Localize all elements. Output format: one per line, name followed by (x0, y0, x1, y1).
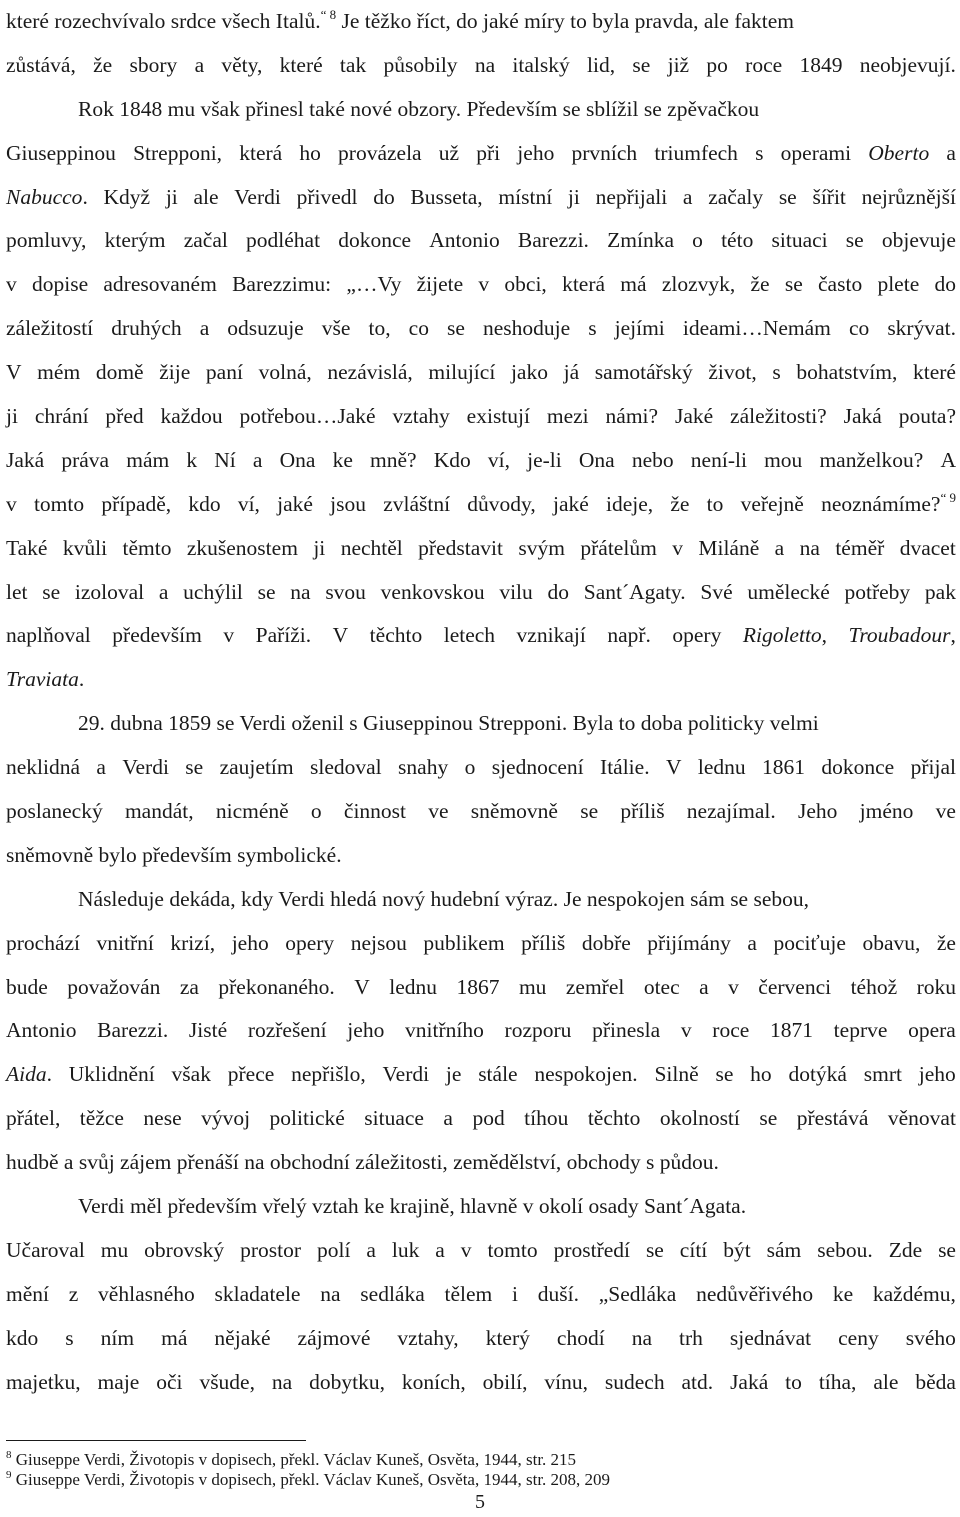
footnotes (6, 1450, 956, 1490)
text-line: Antonio Barezzi. Jisté rozřešení jeho vnitřního rozporu přinesla v roce 1871 teprve opera (6, 1018, 956, 1043)
text-line: bude považován za překonaného. V lednu 1867 mu zemřel otec a v červenci téhož roku (6, 974, 956, 999)
footnote-8 (6, 1450, 956, 1470)
footnote-9 (6, 1470, 956, 1490)
text-line: ji chrání před každou potřebou…Jaké vztahy existují mezi námi? Jaké záležitosti? Jaká pouta? (6, 404, 956, 429)
body-text (6, 0, 956, 1405)
text-line: V mém domě žije paní volná, nezávislá, milující jako já samotářský život, s bohatstvím, které (6, 360, 956, 385)
text-line: Nabucco. Když ji ale Verdi přivedl do Busseta, místní ji nepřijali a začaly se šířit nejrůznější (6, 184, 956, 209)
text-line: které rozechvívalo srdce všech Italů.$^{“ 8}$ Je těžko říct, do jaké míry to byla pravda, ale faktem (6, 7, 795, 33)
text-line: Aida. Uklidnění však přece nepřišlo, Verdi je stále nespokojen. Silně se ho dotýká smrt jeho (6, 1062, 956, 1087)
text-line: Jaká práva mám k Ní a Ona ke mně? Kdo ví, je-li Ona nebo není-li mou manželkou? A (6, 447, 956, 472)
text-line: přátel, těžce nese vývoj politické situace a pod tíhou těchto okolností se přestává věnovat (6, 1106, 956, 1131)
footnote-number: 8 (6, 1449, 12, 1461)
text-line: majetku, maje oči všude, na dobytku, koních, obilí, vínu, sudech atd. Jaká to tíha, ale běda (6, 1369, 956, 1394)
text-line: zůstává, že sbory a věty, které tak působily na italský lid, se již po roce 1849 neobjevují. (6, 52, 956, 77)
text-line: hudbě a svůj zájem přenáší na obchodní záležitosti, zemědělství, obchody s půdou. (6, 1150, 719, 1175)
text-line: Giuseppinou Strepponi, která ho provázela už při jeho prvních triumfech s operami Oberto a (6, 140, 956, 165)
text-line: v dopise adresovaném Barezzimu: „…Vy žijete v obci, která má zlozvyk, že se často plete do (6, 272, 956, 297)
text-line: Traviata. (6, 667, 85, 692)
text-line: Učaroval mu obrovský prostor polí a luk a v tomto prostředí se cítí být sám sebou. Zde se (6, 1237, 956, 1262)
page-number: 5 (475, 1491, 485, 1513)
text-line: Následuje dekáda, kdy Verdi hledá nový hudební výraz. Je nespokojen sám se sebou, (78, 886, 810, 911)
text-line: naplňoval především v Paříži. V těchto letech vznikají např. opery Rigoletto, Troubadour, (6, 623, 956, 648)
text-line: 29. dubna 1859 se Verdi oženil s Giuseppinou Strepponi. Byla to doba politicky velmi (78, 711, 819, 736)
footnote-number: 9 (6, 1469, 12, 1481)
footnote-text: Giuseppe Verdi, Životopis v dopisech, překl. Václav Kuneš, Osvěta, 1944, str. 208, 209 (11, 1470, 611, 1489)
text-line: kdo s ním má nějaké zájmové vztahy, který chodí na trh sjednávat ceny svého (6, 1325, 956, 1350)
text-line: neklidná a Verdi se zaujetím sledoval snahy o sjednocení Itálie. V lednu 1861 dokonce přijal (6, 755, 956, 780)
text-line: poslanecký mandát, nicméně o činnost ve sněmovně se příliš nezajímal. Jeho jméno ve (6, 799, 956, 824)
text-line: v tomto případě, kdo ví, jaké jsou zvláštní důvody, jaké ideje, že to veřejně neoznámíme?$^{“ 9}$ (6, 489, 956, 516)
text-line: Verdi měl především vřelý vztah ke krajině, hlavně v okolí osady Sant´Agata. (78, 1194, 747, 1219)
text-line: záležitostí druhých a odsuzuje vše to, co se neshoduje s jejími ideami…Nemám co skrývat. (6, 316, 956, 341)
text-line: pomluvy, kterým začal podléhat dokonce Antonio Barezzi. Zmínka o této situaci se objevuje (6, 228, 956, 253)
footnote-text: Giuseppe Verdi, Životopis v dopisech, překl. Václav Kuneš, Osvěta, 1944, str. 215 (11, 1450, 577, 1469)
text-line: mění z věhlasného skladatele na sedláka tělem i duší. „Sedláka nedůvěřivého ke každému, (6, 1281, 956, 1306)
footnote-separator (6, 1440, 306, 1441)
text-line: sněmovně bylo především symbolické. (6, 842, 342, 867)
text-line: let se izoloval a uchýlil se na svou venkovskou vilu do Sant´Agaty. Své umělecké potřeby pak (6, 579, 956, 604)
text-line: Rok 1848 mu však přinesl také nové obzory. Především se sblížil se zpěvačkou (78, 96, 760, 121)
text-line: prochází vnitřní krizí, jeho opery nejsou publikem příliš dobře přijímány a pociťuje obavu, že (6, 930, 956, 955)
text-line: Také kvůli těmto zkušenostem ji nechtěl představit svým přátelům v Miláně a na téměř dvacet (6, 535, 956, 560)
